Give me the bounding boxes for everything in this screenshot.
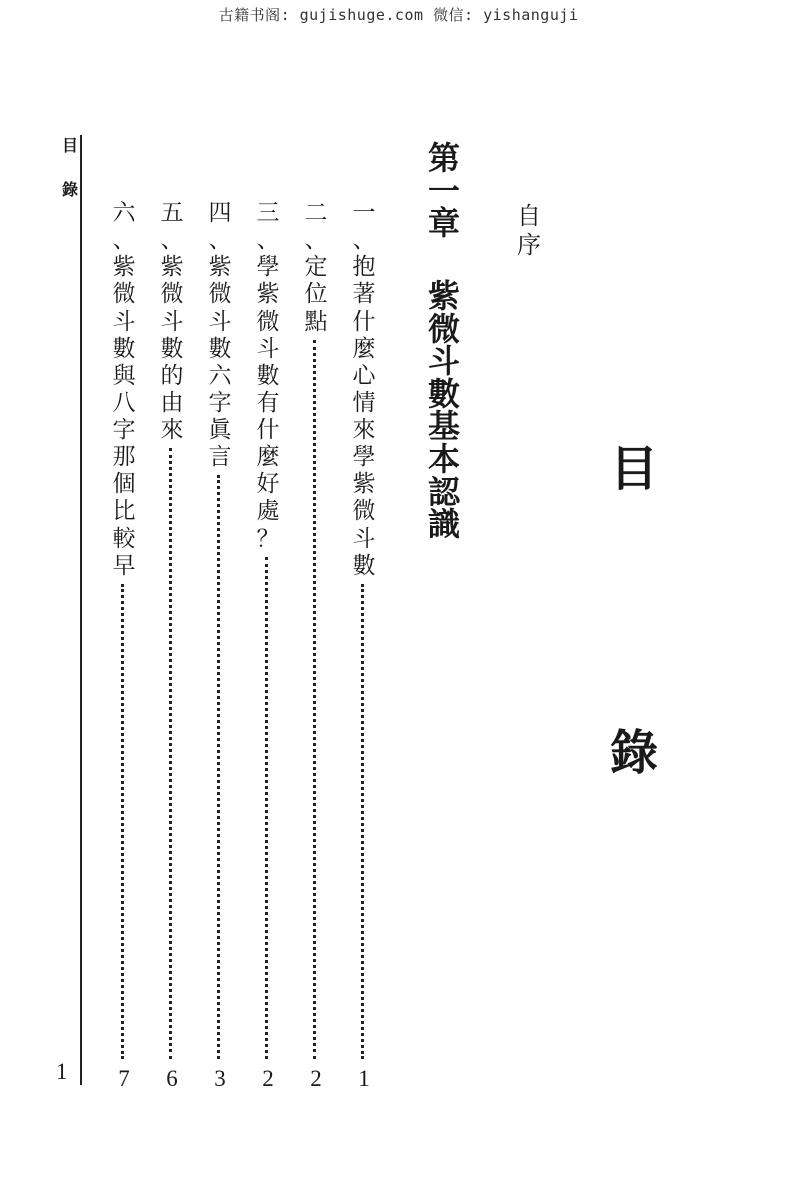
toc-entry-title — [209, 200, 232, 471]
toc-entry-char: 學 — [352, 444, 376, 471]
toc-entry-char: 、 — [208, 227, 232, 254]
chapter-char: 紫 — [428, 276, 461, 315]
toc-entry-char: 比 — [112, 498, 136, 525]
toc-entry-char: 言 — [208, 444, 232, 471]
toc-entry-char: 五 — [160, 200, 184, 226]
toc-entry-char: 紫 — [112, 254, 136, 281]
toc-entry — [157, 200, 187, 1090]
toc-entry-char: 、 — [160, 227, 184, 254]
toc-entry-title — [353, 200, 376, 580]
toc-entry-title — [257, 200, 280, 553]
toc-entry-char: 處 — [256, 498, 280, 525]
toc-entry-char: 八 — [112, 389, 136, 416]
title-char: 錄 — [610, 725, 659, 781]
toc-entry-title — [305, 200, 328, 336]
toc-entry-char: 著 — [352, 281, 376, 308]
toc-entry-char: 抱 — [352, 254, 376, 281]
toc-entry — [109, 200, 139, 1090]
toc-page-number: 2 — [262, 1066, 274, 1091]
toc-entry-title — [113, 200, 136, 580]
toc-page-number: 3 — [214, 1066, 226, 1091]
chapter-char: 章 — [428, 204, 461, 243]
toc-entry-char: 較 — [112, 525, 136, 552]
toc-entry-char: 麼 — [256, 444, 280, 471]
toc-entry-char: 、 — [352, 227, 376, 254]
toc-entry-char: 紫 — [160, 254, 184, 281]
toc-entry-char: 微 — [256, 308, 280, 335]
toc-page-number: 1 — [358, 1066, 370, 1091]
site-watermark-header: 古籍书阁: gujishuge.com 微信: yishanguji — [218, 6, 579, 24]
toc-entry-char: 數 — [208, 335, 232, 362]
toc-entry-char: 、 — [256, 227, 280, 254]
toc-entry-char: 個 — [112, 471, 136, 498]
running-head-rule — [80, 135, 82, 1085]
toc-entry-char: 有 — [256, 389, 280, 416]
toc-entry — [301, 200, 331, 1090]
toc-entry-char: 麼 — [352, 335, 376, 362]
toc-page-number: 7 — [118, 1066, 130, 1091]
toc-entry-char: 點 — [304, 308, 328, 335]
toc-dot-leader — [265, 557, 271, 1059]
toc-entry-char: 學 — [256, 254, 280, 281]
toc-entry-char: 好 — [256, 471, 280, 498]
chapter-char: 基 — [428, 407, 461, 446]
toc-entry-char: 六 — [208, 362, 232, 389]
preface-heading — [517, 202, 541, 260]
title-char: 目 — [610, 441, 659, 497]
toc-entry — [253, 200, 283, 1090]
toc-entry-char: 六 — [112, 200, 136, 226]
page-title — [610, 441, 659, 781]
toc-entry-char: 微 — [160, 281, 184, 308]
toc-entry-char: 四 — [208, 200, 232, 226]
toc-entry-char: 斗 — [208, 308, 232, 335]
toc-page-number: 6 — [166, 1066, 178, 1091]
toc-entry-char: 早 — [112, 552, 136, 579]
toc-entry-char: 數 — [256, 362, 280, 389]
toc-entry-char: 字 — [112, 417, 136, 443]
toc-entry-char: 斗 — [112, 308, 136, 335]
folio-page-number: 1 — [56, 1059, 68, 1084]
toc-dot-leader — [121, 584, 127, 1059]
toc-entry-char: 斗 — [352, 525, 376, 552]
toc-entry-char: 字 — [208, 389, 232, 416]
toc-entry — [349, 200, 379, 1090]
toc-dot-leader — [217, 475, 223, 1059]
toc-entry-char: 紫 — [256, 281, 280, 308]
toc-entry-char: 、 — [304, 227, 328, 254]
toc-dot-leader — [169, 448, 175, 1059]
toc-entry-char: 與 — [112, 362, 136, 389]
preface-char: 自 — [517, 202, 541, 230]
chapter-char: 斗 — [428, 342, 461, 381]
toc-entry — [205, 200, 235, 1090]
toc-entry-title — [161, 200, 184, 444]
toc-entry-char: 微 — [112, 281, 136, 308]
chapter-char: 數 — [428, 374, 461, 413]
preface-char: 序 — [517, 230, 541, 259]
chapter-char: 認 — [428, 472, 461, 511]
chapter-char: 第 — [428, 139, 461, 177]
chapter-char: 一 — [428, 171, 461, 210]
toc-entry-char: 、 — [112, 227, 136, 254]
toc-entry-char: 微 — [208, 281, 232, 308]
toc-entry-char: 那 — [112, 444, 136, 471]
toc-entry-char: 的 — [160, 362, 184, 389]
toc-entry-char: 心 — [352, 362, 376, 389]
toc-entry-char: 數 — [160, 335, 184, 362]
toc-entry-char: 斗 — [256, 335, 280, 362]
toc-dot-leader — [361, 584, 367, 1059]
toc-page-number: 2 — [310, 1066, 322, 1091]
toc-entry-char: 情 — [352, 389, 376, 416]
chapter-char: 微 — [428, 309, 461, 348]
toc-entry-char: 微 — [352, 498, 376, 525]
toc-entry-char: 來 — [160, 417, 184, 443]
toc-entry-char: 什 — [352, 308, 376, 335]
toc-entry-char: 二 — [304, 200, 328, 226]
toc-dot-leader — [313, 340, 319, 1059]
toc-entry-char: 由 — [160, 389, 184, 416]
running-head — [62, 138, 78, 198]
toc-entry-char: 紫 — [352, 471, 376, 498]
toc-entry-char: 數 — [352, 552, 376, 579]
toc-entry-char: 眞 — [208, 417, 232, 443]
toc-entry-char: ？ — [256, 525, 280, 552]
toc-entry-char: 來 — [352, 417, 376, 443]
toc-entry-char: 紫 — [208, 254, 232, 281]
running-head-char: 錄 — [62, 180, 79, 199]
toc-entry-char: 數 — [112, 335, 136, 362]
toc-entry-char: 一 — [352, 200, 376, 226]
toc-entry-char: 斗 — [160, 308, 184, 335]
toc-entry-char: 什 — [256, 417, 280, 443]
running-head-char: 目 — [62, 136, 79, 155]
toc-entry-char: 定 — [304, 254, 328, 281]
chapter-heading — [428, 139, 461, 544]
toc-entry-char: 位 — [304, 281, 328, 308]
chapter-char: 識 — [428, 505, 461, 544]
chapter-char: 本 — [428, 440, 461, 478]
toc-entry-char: 三 — [256, 200, 280, 226]
